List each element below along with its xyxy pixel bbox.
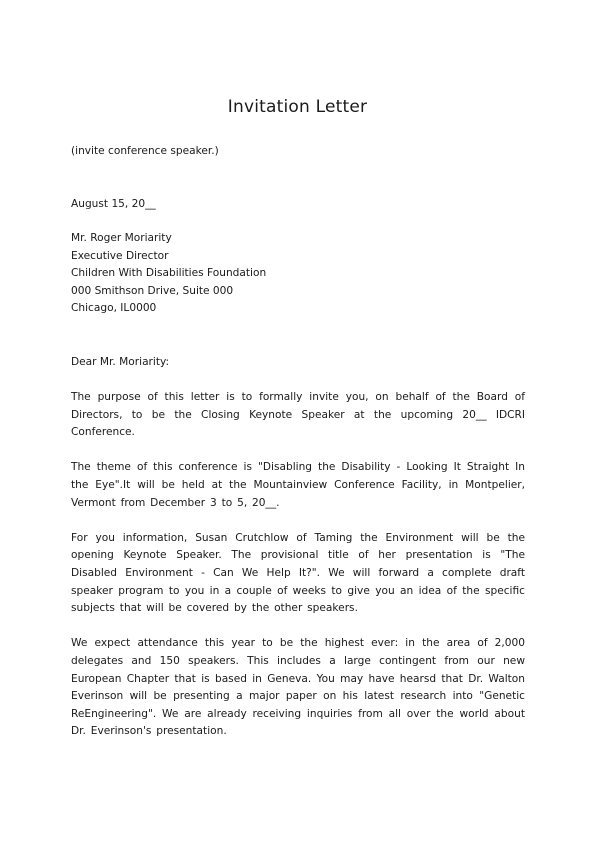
recipient-title: Executive Director [71, 249, 169, 262]
recipient-organization: Children With Disabilities Foundation [71, 267, 267, 280]
document-note: (invite conference speaker.) [71, 145, 219, 157]
letter-body [71, 389, 525, 758]
document-title: Invitation Letter [227, 97, 368, 117]
letter-date: August 15, 20__ [71, 198, 156, 210]
recipient-city: Chicago, IL0000 [71, 302, 157, 315]
recipient-name: Mr. Roger Moriarity [71, 232, 172, 244]
salutation: Dear Mr. Moriarity: [71, 356, 170, 368]
body-paragraph: For you information, Susan Crutchlow of Taming the Environment will be the opening Keynote Speaker. The provisional title of her presentation is "The Disabled Environment - Can We Help It?". We will forward a complete draft speaker program to you in a couple of weeks to give you an idea of the specific subjects that will be covered by the other speakers. [71, 531, 525, 615]
body-paragraph: The purpose of this letter is to formally invite you, on behalf of the Board of Directors, to be the Closing Keynote Speaker at the upcoming 20__ IDCRI Conference. [71, 391, 525, 439]
recipient-street: 000 Smithson Drive, Suite 000 [71, 284, 234, 297]
recipient-address [71, 230, 266, 318]
body-paragraph: We expect attendance this year to be the highest ever: in the area of 2,000 delegates and 150 speakers. This includes a large contingent from our new European Chapter that is based in Geneva. You may have hearsd that Dr. Walton Everinson will be presenting a major paper on his latest research into "Genetic ReEngineering". We are already receiving inquiries from all over the world about Dr. Everinson's presentation. [71, 637, 525, 738]
body-paragraph: The theme of this conference is "Disabling the Disability - Looking It Straight In the Eye".It will be held at the Mountainview Conference Facility, in Montpelier, Vermont from December 3 to 5, 20__. [71, 461, 525, 509]
